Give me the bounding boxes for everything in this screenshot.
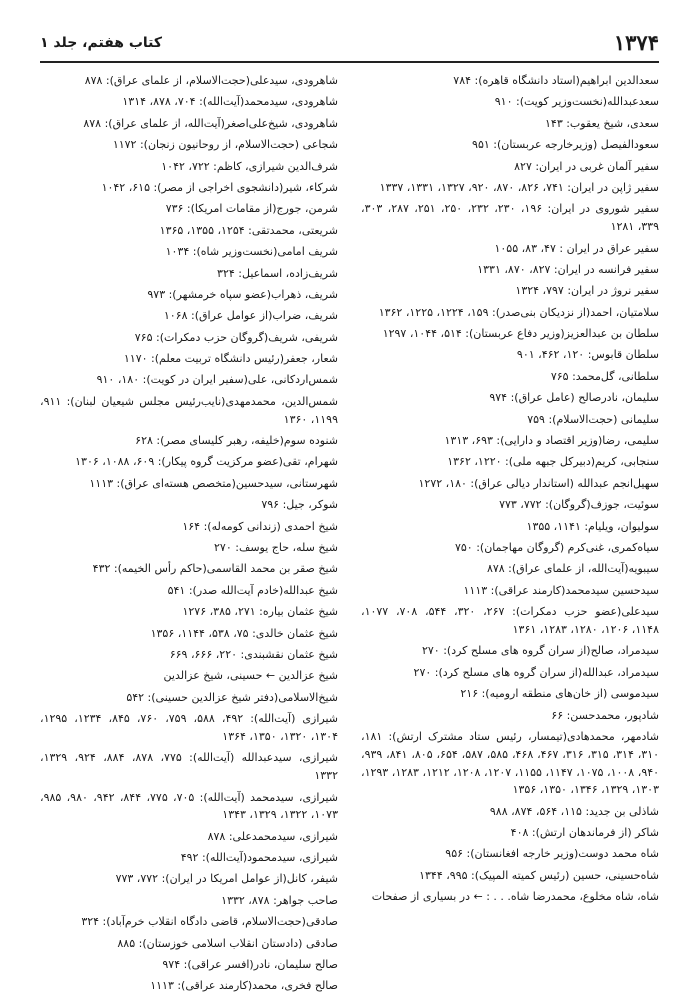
- index-entry: شهرام، تقی(عضو مرکزیت گروه پیکار): ۶۰۹، ۱۰۸۸، ۱۳۰۶: [75, 455, 338, 469]
- index-entry: شیخ سله، حاج یوسف: ۲۷۰: [214, 541, 338, 554]
- index-entry: سیدمراد، صالح(از سران گروه های مسلح کرد): ۲۷۰: [421, 644, 659, 658]
- index-entry: شیخ عبدالله(خادم آیت‌الله صدر): ۵۴۱: [167, 583, 338, 597]
- index-entry: سعدالدین ابراهیم(استاد دانشگاه قاهره): ۷۸۴: [453, 74, 659, 87]
- index-entry: شادپور، محمدحسن: ۶۶: [551, 708, 659, 722]
- index-entry: شعار، جعفر(رئیس دانشگاه تربیت معلم): ۱۱۷۰: [123, 352, 338, 366]
- index-entry: سولیوان، ویلیام: ۱۱۴۱، ۱۳۵۵: [526, 519, 659, 533]
- index-entry: صادقی(حجت‌الاسلام، قاضی دادگاه انقلاب خرم‌آباد): ۳۲۴: [81, 915, 338, 929]
- index-entry: شیخ عثمان نقشبندی: ۲۲۰، ۶۶۶، ۶۶۹: [169, 647, 338, 661]
- index-column-right: [361, 72, 659, 910]
- index-entry: سیدموسی (از خان‌های منطقه ارومیه): ۲۱۶: [460, 687, 659, 701]
- index-entry: شیخ احمدی (زندانی کومه‌له): ۱۶۴: [182, 519, 338, 533]
- index-entry: شمس‌الدین، محمدمهدی(نایب‌رئیس مجلس شیعیان لبنان): ۹۱۱، ۱۱۹۹، ۱۳۶۰: [40, 394, 338, 426]
- index-entry: صاحب جواهر: ۸۷۸، ۱۳۳۲: [221, 893, 338, 907]
- index-entry: سلیمانی (حجت‌الاسلام): ۷۵۹: [527, 412, 659, 426]
- index-entry: سلامتیان، احمد(از نزدیکان بنی‌صدر): ۱۵۹، ۱۲۲۴، ۱۲۲۵، ۱۳۶۲: [378, 305, 659, 319]
- index-entry: سعدعبدالله(نخست‌وزیر کویت): ۹۱۰: [494, 95, 659, 109]
- index-entry: شریفی، شریف(گروگان حزب دمکرات): ۷۶۵: [134, 330, 338, 344]
- index-entry: سیدمراد، عبدالله(از سران گروه های مسلح کرد): ۲۷۰: [413, 665, 659, 679]
- index-entry: شرمن، جورج(از مقامات امریکا): ۷۳۶: [165, 202, 338, 216]
- index-entry: سهیل‌انجم عبدالله (استاندار دیالی عراق): ۱۸۰، ۱۲۷۲: [418, 476, 659, 490]
- page-header: [40, 30, 659, 62]
- index-entry: شریف‌زاده، اسماعیل: ۳۲۴: [217, 266, 338, 280]
- index-entry: سیبویه(آیت‌الله، از علمای عراق): ۸۷۸: [486, 562, 659, 576]
- index-entry: شریف، ضراب(از عوامل عراق): ۱۰۶۸: [163, 309, 338, 323]
- index-entry: سفیر آلمان غربی در ایران: ۸۲۷: [514, 159, 659, 173]
- index-entry: شیرازی، سیدعبدالله (آیت‌الله): ۷۷۵، ۸۷۸، ۸۸۴، ۹۲۴، ۱۳۲۹، ۱۳۳۲: [40, 751, 339, 783]
- index-entry: سیدحسین سیدمحمد(کارمند عراقی): ۱۱۱۳: [463, 583, 659, 597]
- index-column-left: [40, 72, 338, 999]
- index-entry: سلطان بن عبدالعزیز(وزیر دفاع عربستان): ۵۱۴، ۱۰۴۴، ۱۲۹۷: [382, 327, 659, 341]
- index-entry: شریف امامی(نخست‌وزیر شاه): ۱۰۳۴: [165, 245, 338, 259]
- index-entry: صادقی (دادستان انقلاب اسلامی خوزستان): ۸۸۵: [117, 936, 338, 950]
- header-rule: [40, 61, 659, 63]
- index-entry: شیرازی (آیت‌الله): ۴۹۲، ۵۸۸، ۷۵۹، ۷۶۰، ۸۴۵، ۱۲۳۴، ۱۲۹۵، ۱۳۰۴، ۱۳۲۰، ۱۳۵۰، ۱۳۶۴: [40, 712, 339, 743]
- index-entry: سوئیت، جوزف(گروگان): ۷۷۲، ۷۷۳: [499, 498, 659, 512]
- index-entry: سفیر نروژ در ایران: ۷۹۷، ۱۳۲۴: [515, 284, 659, 298]
- index-entry: شادمهر، محمدهادی(تیمسار، رئیس ستاد مشترک ارتش): ۱۸۱، ۳۱۰، ۳۱۴، ۳۱۵، ۳۱۶، ۴۶۷، ۴۶۸، ۵۸۵، ۵۸۷، ۶۵۴، ۸۰۵، ۸۴۱، ۹۳۹، ۹۴۰، ۱۰۰۸، ۱۰۷۵، ۱۱۴۷، ۱۱۵۵، ۱۲۰۷، ۱۲۰۸، ۱۲۱۲، ۱۲۸۳، ۱۲۹۳، ۱۳۰۳، ۱۳۲۹، ۱۳۴۶، ۱۳۵۰، ۱۳۵۶: [361, 729, 660, 797]
- index-entry: شیخ‌الاسلامی(دفتر شیخ عزالدین حسینی): ۵۴۲: [126, 690, 338, 704]
- index-entry: شاهرودی، سیدعلی(حجت‌الاسلام، از علمای عراق): ۸۷۸: [84, 74, 338, 87]
- index-entry: شاکر (از فرماندهان ارتش): ۴۰۸: [510, 826, 659, 840]
- index-entry: شیرازی، سیدمحمود(آیت‌الله): ۴۹۲: [180, 851, 338, 865]
- index-entry: سنجابی، کریم(دبیرکل جبهه ملی): ۱۲۲۰، ۱۳۶۲: [447, 455, 659, 469]
- index-entry: شاذلی بن جدید: ۱۱۵، ۵۶۴، ۸۷۴، ۹۸۸: [489, 804, 659, 818]
- index-entry: سلطان قابوس: ۱۲۰، ۴۶۲، ۹۰۱: [516, 348, 659, 362]
- page-number: ۱۳۷۴: [613, 30, 659, 55]
- index-entry: صالح سلیمان، نادر(افسر عراقی): ۹۷۴: [162, 958, 338, 972]
- index-entry: شیرازی، سیدمحمد (آیت‌الله): ۷۰۵، ۷۷۵، ۸۴۴، ۹۴۲، ۹۸۰، ۹۸۵، ۱۰۷۳، ۱۳۲۲، ۱۳۲۹، ۱۳۴۳: [40, 790, 339, 822]
- index-entry: سفیر ژاپن در ایران: ۷۴۱، ۸۲۶، ۸۷۰، ۹۲۰، ۱۳۲۷، ۱۳۳۱، ۱۳۳۷: [379, 180, 659, 194]
- index-entry: سلطانی، گل‌محمد: ۷۶۵: [550, 369, 659, 383]
- index-entry: شیخ عثمان بیاره: ۲۷۱، ۳۸۵، ۱۲۷۶: [182, 605, 338, 619]
- index-entry: شاهرودی، سیدمحمد(آیت‌الله): ۷۰۴، ۸۷۸، ۱۳۱۴: [122, 95, 338, 109]
- index-entry: شمس‌اردکانی، علی(سفیر ایران در کویت): ۱۸۰، ۹۱۰: [96, 373, 338, 387]
- index-entry: شرف‌الدین شیرازی، کاظم: ۷۲۲، ۱۰۴۲: [161, 159, 338, 173]
- index-entry: شیفر، کانل(از عوامل امریکا در ایران): ۷۷۲، ۷۷۳: [115, 872, 338, 886]
- index-entry: شیرازی، سیدمحمدعلی: ۸۷۸: [207, 829, 338, 843]
- running-title: کتاب هفتم، جلد ۱: [40, 35, 163, 51]
- index-entry: شریعتی، محمدتقی: ۱۲۵۴، ۱۳۵۵، ۱۳۶۵: [159, 223, 338, 237]
- index-entry: سیدعلی(عضو حزب دمکرات): ۲۶۷، ۳۲۰، ۵۴۴، ۷۰۸، ۱۰۷۷، ۱۱۴۸، ۱۲۰۶، ۱۲۸۰، ۱۲۸۳، ۱۳۶۱: [361, 605, 659, 636]
- index-entry: سعدی، شیخ یعقوب: ۱۴۳: [545, 116, 659, 130]
- index-entry: شاه، شاه مخلوع، محمدرضا شاه. . . : ← در بسیاری از صفحات: [371, 890, 659, 904]
- index-entry: سعودالفیصل (وزیرخارجه عربستان): ۹۵۱: [472, 138, 659, 152]
- index-entry: شیخ عثمان خالدی: ۷۵، ۵۳۸، ۱۱۴۴، ۱۳۵۶: [150, 626, 338, 640]
- index-entry: سیاه‌کمری، غنی‌کرم (گروگان مهاجمان): ۷۵۰: [454, 541, 659, 554]
- index-entry: سلیمان، نادرصالح (عامل عراق): ۹۷۴: [489, 391, 659, 405]
- index-entry: شوکر، جیل: ۷۹۶: [261, 498, 338, 512]
- index-entry: صالح فخری، محمد(کارمند عراقی): ۱۱۱۳: [150, 979, 338, 993]
- index-entry: شرکاء، شیر(دانشجوی اخراجی از مصر): ۶۱۵، ۱۰۴۲: [101, 180, 338, 194]
- index-entry: شاهرودی، شیخ‌علی‌اصغر(آیت‌الله، از علمای عراق): ۸۷۸: [83, 116, 338, 130]
- index-entry: شریف، ذهراب(عضو سپاه خرمشهر): ۹۷۳: [147, 287, 338, 301]
- index-entry: شیخ صقر بن محمد القاسمی(حاکم رأس الخیمه): ۴۳۲: [92, 562, 338, 576]
- index-entry: شنوده سوم(خلیفه، رهبر کلیسای مصر): ۶۲۸: [135, 434, 338, 448]
- index-entry: سفیر عراق در ایران : ۴۷، ۸۳، ۱۰۵۵: [494, 241, 659, 255]
- index-entry: شاه محمد دوست(وزیر خارجه افغانستان): ۹۵۶: [445, 847, 659, 861]
- index-entry: سفیر فرانسه در ایران: ۸۲۷، ۸۷۰، ۱۳۳۱: [477, 262, 659, 276]
- index-entry: سلیمی، رضا(وزیر اقتصاد و دارایی): ۶۹۳، ۱۳۱۳: [444, 434, 659, 448]
- index-entry: شاه‌حسینی، حسین (رئیس کمیته المپیک): ۹۹۵، ۱۳۴۴: [419, 868, 659, 882]
- index-entry: شهرستانی، سیدحسین(متخصص هسته‌ای عراق): ۱۱۱۳: [89, 476, 338, 490]
- index-entry: شیخ عزالدین ← حسینی، شیخ عزالدین: [163, 669, 338, 683]
- index-entry: شجاعی (حجت‌الاسلام، از روحانیون زنجان): ۱۱۷۲: [112, 138, 338, 152]
- index-entry: سفیر شوروی در ایران: ۱۹۶، ۲۳۰، ۲۳۲، ۲۵۰، ۲۵۱، ۲۸۷، ۳۰۳، ۳۳۹، ۱۲۸۱: [361, 202, 660, 234]
